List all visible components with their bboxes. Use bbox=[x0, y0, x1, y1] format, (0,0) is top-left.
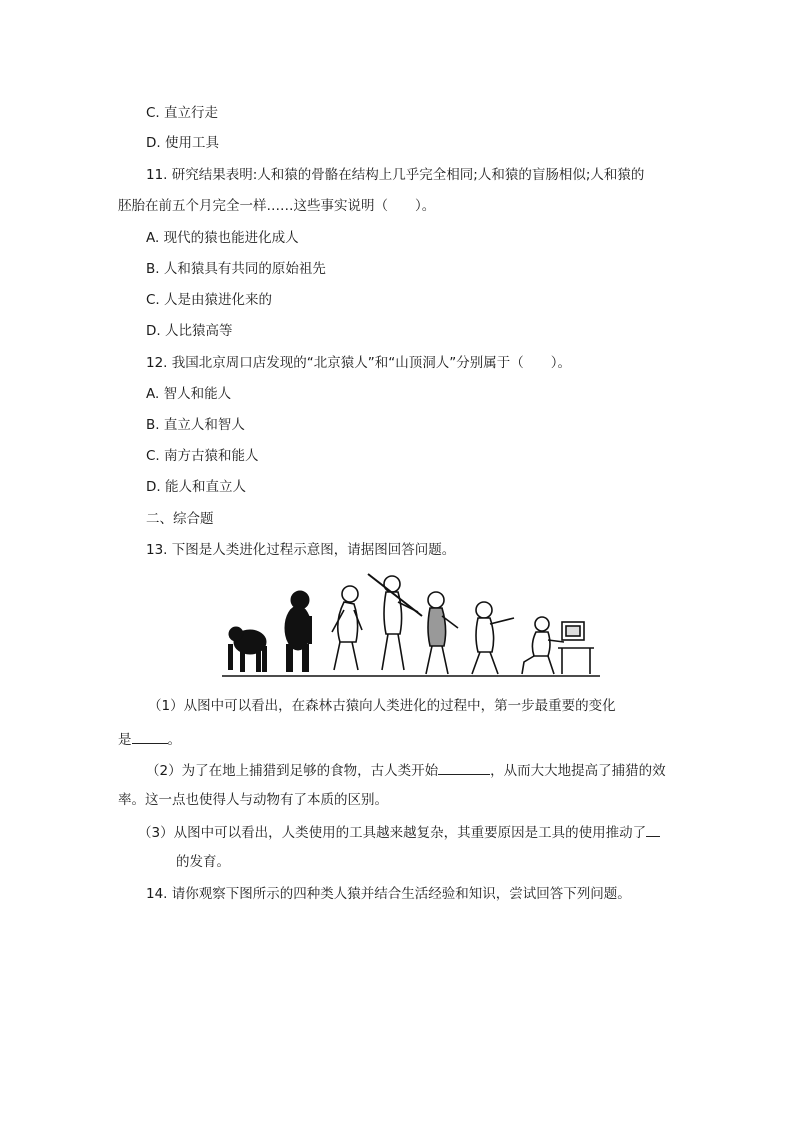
q13-part1-line1: （1）从图中可以看出，在森林古猿向人类进化的过程中，第一步最重要的变化 bbox=[148, 698, 616, 714]
q11-option-d: D. 人比猿高等 bbox=[146, 323, 233, 339]
ape-stooped-icon bbox=[285, 591, 312, 672]
q12-option-a: A. 智人和能人 bbox=[146, 386, 232, 402]
q13-part2-prefix: （2）为了在地上捕猎到足够的食物，古人类开始 bbox=[146, 763, 439, 779]
answer-blank-3[interactable] bbox=[646, 822, 660, 837]
section-heading-comprehensive: 二、综合题 bbox=[146, 511, 214, 527]
q13-part3-text: （3）从图中可以看出，人类使用的工具越来越复杂，其重要原因是工具的使用推动了 bbox=[138, 825, 647, 841]
human-evolution-figure bbox=[222, 570, 600, 682]
ape-quadruped-icon bbox=[228, 627, 267, 672]
option-c-walk-upright: C. 直立行走 bbox=[146, 105, 219, 121]
early-hominid-icon bbox=[332, 586, 362, 670]
q12-option-d: D. 能人和直立人 bbox=[146, 479, 246, 495]
person-at-computer-icon bbox=[522, 617, 594, 674]
q12-option-c: C. 南方古猿和能人 bbox=[146, 448, 259, 464]
answer-blank-1[interactable] bbox=[132, 729, 168, 744]
walking-man-icon bbox=[426, 592, 458, 674]
q13-part3-line1 bbox=[138, 822, 660, 842]
q13-part2-line2: 率。这一点也使得人与动物有了本质的区别。 bbox=[118, 792, 388, 808]
q11-option-b: B. 人和猿具有共同的原始祖先 bbox=[146, 261, 326, 277]
option-d-use-tools: D. 使用工具 bbox=[146, 135, 219, 151]
q12-option-b: B. 直立人和智人 bbox=[146, 417, 245, 433]
answer-blank-2[interactable] bbox=[438, 760, 490, 775]
q13-part1-line2 bbox=[118, 729, 181, 749]
q11-stem-line1: 11. 研究结果表明:人和猿的骨骼在结构上几乎完全相同;人和猿的盲肠相似;人和猿的 bbox=[146, 167, 645, 183]
q13-part2-line1 bbox=[146, 760, 666, 780]
q13-part3-line2: 的发育。 bbox=[176, 854, 230, 870]
q12-stem: 12. 我国北京周口店发现的“北京猿人”和“山顶洞人”分别属于（ ）。 bbox=[146, 355, 571, 371]
q13-part2-suffix: ，从而大大地提高了捕猎的效 bbox=[490, 763, 666, 779]
upright-hominid-with-spear-icon bbox=[368, 574, 422, 670]
q13-part1-prefix: 是 bbox=[118, 732, 132, 748]
q13-part1-suffix: 。 bbox=[167, 732, 181, 748]
q11-option-c: C. 人是由猿进化来的 bbox=[146, 292, 273, 308]
q13-stem: 13. 下图是人类进化过程示意图，请据图回答问题。 bbox=[146, 542, 456, 558]
q11-stem-line2: 胚胎在前五个月完全一样……这些事实说明（ ）。 bbox=[118, 198, 436, 214]
q11-option-a: A. 现代的猿也能进化成人 bbox=[146, 230, 299, 246]
q14-stem: 14. 请你观察下图所示的四种类人猿并结合生活经验和知识，尝试回答下列问题。 bbox=[146, 886, 631, 902]
hunter-hominid-icon bbox=[472, 602, 514, 674]
